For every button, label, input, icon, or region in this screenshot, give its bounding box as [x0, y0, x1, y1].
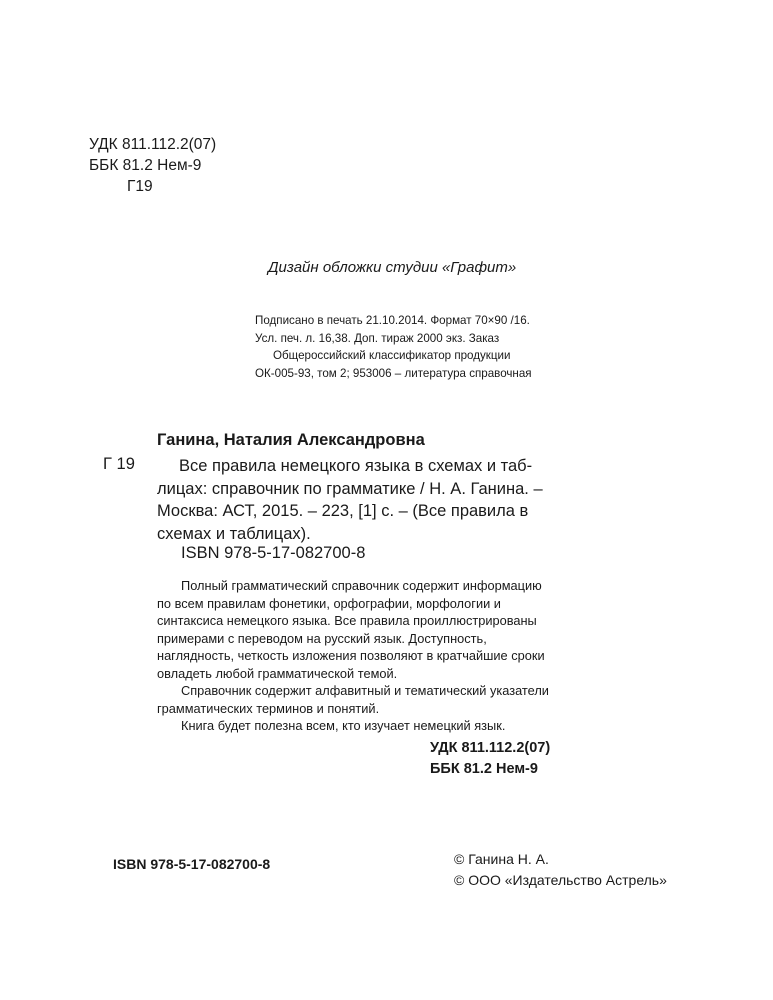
udk-code: УДК 811.112.2(07): [89, 136, 217, 153]
description-line: лицах: справочник по грамматике / Н. А. Ганина. –: [157, 479, 543, 498]
copyright-publisher: © ООО «Издательство Астрель»: [454, 871, 667, 888]
print-line: ОК-005-93, том 2; 953006 – литература справочная: [255, 366, 532, 380]
bbk-code: ББК 81.2 Нем-9: [89, 157, 202, 174]
copyright-block: [454, 849, 667, 890]
bibliographic-description: [157, 455, 587, 545]
author-name: Ганина, Наталия Александровна: [157, 431, 425, 449]
cover-design-credit: Дизайн обложки студии «Графит»: [268, 259, 517, 276]
isbn: ISBN 978-5-17-082700-8: [181, 544, 366, 562]
annotation-line: примерами с переводом на русский язык. Доступность,: [157, 630, 487, 646]
print-info: [255, 312, 532, 382]
annotation-line: грамматических терминов и понятий.: [157, 700, 380, 716]
annotation-line: овладеть любой грамматической темой.: [157, 665, 398, 681]
footer-udk-code: УДК 811.112.2(07): [430, 740, 551, 756]
author-mark: Г19: [127, 178, 153, 195]
header-classification-codes: [89, 134, 216, 197]
annotation-line: Книга будет полезна всем, кто изучает немецкий язык.: [181, 718, 506, 733]
description-line: Москва: АСТ, 2015. – 223, [1] с. – (Все правила в: [157, 502, 529, 520]
annotation-line: по всем правилам фонетики, орфографии, морфологии и: [157, 595, 501, 611]
annotation-line: Полный грамматический справочник содержит информацию: [181, 578, 542, 593]
annotation-line: синтаксиса немецкого языка. Все правила проиллюстрированы: [157, 613, 537, 628]
footer-classification-codes: [430, 738, 550, 780]
catalog-code: Г 19: [103, 455, 135, 473]
print-line: Общероссийский классификатор продукции: [273, 349, 511, 362]
print-line: Подписано в печать 21.10.2014. Формат 70×90 /16.: [255, 314, 530, 327]
copyright-author: © Ганина Н. А.: [454, 851, 549, 867]
print-line: Усл. печ. л. 16,38. Доп. тираж 2000 экз. Заказ: [255, 331, 500, 345]
description-line: схемах и таблицах).: [157, 524, 311, 543]
footer-bbk-code: ББК 81.2 Нем-9: [430, 761, 538, 777]
annotation-line: наглядность, четкость изложения позволяют в кратчайшие сроки: [157, 648, 545, 663]
annotation: [157, 577, 571, 735]
footer-isbn: ISBN 978-5-17-082700-8: [113, 856, 271, 872]
description-line: Все правила немецкого языка в схемах и таб-: [179, 457, 533, 475]
annotation-line: Справочник содержит алфавитный и тематический указатели: [181, 683, 549, 698]
